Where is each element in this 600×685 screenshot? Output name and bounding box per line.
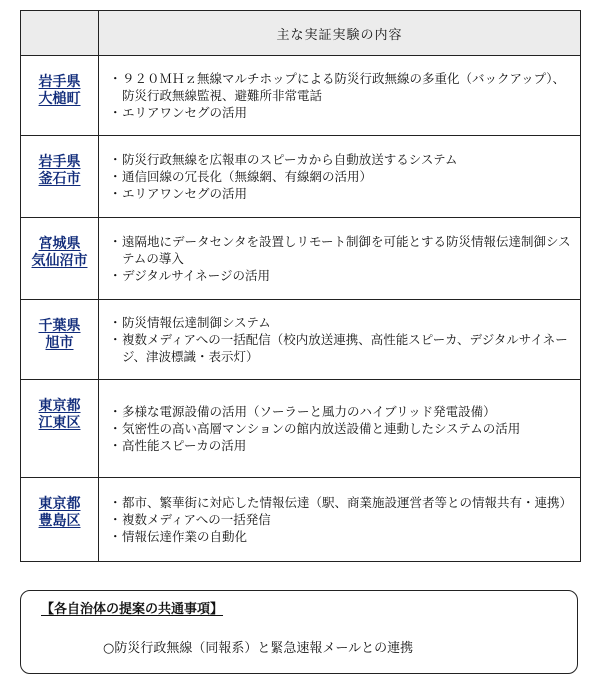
prefecture-name: 岩手県 — [38, 154, 81, 170]
list-item: ・ エリアワンセグの活用 — [109, 105, 248, 120]
header-content-title: 主な実証実験の内容 — [99, 11, 581, 56]
list-item: ・ 気密性の高い高層マンションの館内放送設備と連動したシステムの活用 — [109, 421, 521, 436]
table-row — [21, 478, 581, 562]
list-item: ・ 多様な電源設備の活用（ソーラーと風力のハイブリッド発電設備） — [109, 404, 496, 419]
list-item: ・ デジタルサイネージの活用 — [109, 268, 271, 283]
common-items-title: 【各自治体の提案の共通事項】 — [41, 602, 224, 617]
common-item-text: ○防災行政無線（同報系）と緊急速報メールとの連携 — [103, 641, 414, 656]
prefecture-name: 宮城県 — [38, 236, 81, 252]
city-name: 豊島区 — [38, 513, 81, 529]
header-blank-cell — [21, 11, 99, 56]
list-item: ・ 複数メディアへの一括発信 — [109, 512, 271, 527]
table-header-row — [21, 11, 581, 56]
list-item: ・ 防災情報伝達制御システム — [109, 315, 271, 330]
list-item: ・ 高性能スピーカの活用 — [109, 438, 247, 453]
list-item: ・ 遠隔地にデータセンタを設置しリモート制御を可能とする防災情報伝達制御システムの導入 — [109, 234, 571, 266]
experiments-table — [20, 10, 581, 562]
experiment-content-cell — [99, 218, 581, 300]
list-item: ・ エリアワンセグの活用 — [109, 186, 248, 201]
city-name: 大槌町 — [38, 91, 81, 107]
table-row — [21, 56, 581, 136]
table-row — [21, 218, 581, 300]
list-item: ・ 情報伝達作業の自動化 — [109, 529, 248, 544]
prefecture-name: 千葉県 — [38, 318, 81, 334]
municipality-cell — [21, 300, 99, 380]
prefecture-name: 東京都 — [38, 496, 81, 512]
list-item: ・ 複数メディアへの一括配信（校内放送連携、高性能スピーカ、デジタルサイネージ、津波標識・表示灯） — [109, 332, 568, 364]
table-row — [21, 136, 581, 218]
municipality-cell — [21, 218, 99, 300]
experiment-content-cell — [99, 478, 581, 562]
city-name: 気仙沼市 — [31, 253, 88, 269]
experiment-content-cell — [99, 380, 581, 478]
experiment-content-cell — [99, 300, 581, 380]
list-item: ・ 都市、繁華街に対応した情報伝達（駅、商業施設運営者等との情報共有・連携） — [109, 495, 573, 510]
municipality-cell — [21, 136, 99, 218]
municipality-cell — [21, 380, 99, 478]
city-name: 江東区 — [38, 415, 81, 431]
table-row — [21, 380, 581, 478]
prefecture-name: 東京都 — [38, 398, 81, 414]
list-item: ・ 防災行政無線を広報車のスピーカから自動放送するシステム — [109, 152, 458, 167]
experiment-content-cell — [99, 136, 581, 218]
experiment-content-cell — [99, 56, 581, 136]
common-items-box — [20, 590, 578, 674]
municipality-cell — [21, 478, 99, 562]
list-item: ・ ９２０ＭＨｚ無線マルチホップによる防災行政無線の多重化（バックアップ）、防災行政無線監視、避難所非常電話 — [109, 71, 566, 103]
list-item: ・ 通信回線の冗長化（無線網、有線網の活用） — [109, 169, 373, 184]
municipality-cell — [21, 56, 99, 136]
table-row — [21, 300, 581, 380]
city-name: 旭市 — [45, 335, 74, 351]
city-name: 釜石市 — [38, 171, 81, 187]
prefecture-name: 岩手県 — [38, 74, 81, 90]
